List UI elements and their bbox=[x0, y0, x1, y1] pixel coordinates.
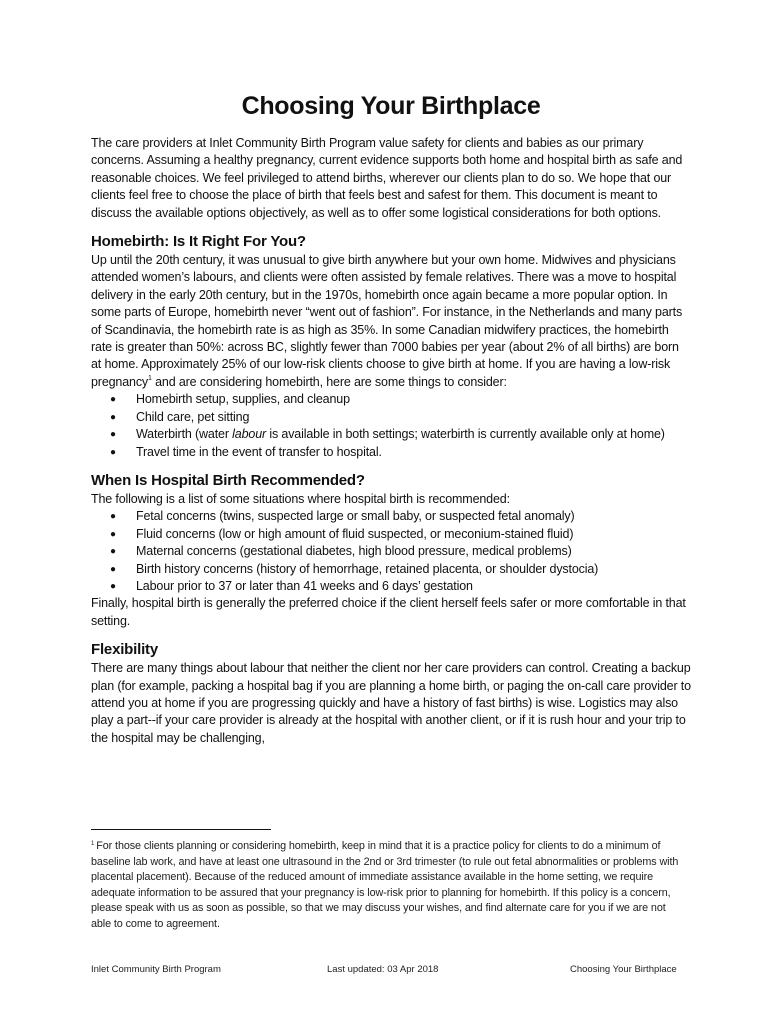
list-item bbox=[110, 578, 691, 595]
homebirth-paragraph bbox=[91, 252, 691, 391]
list-item-text: Labour prior to 37 or later than 41 weeks and 6 days’ gestation bbox=[136, 578, 473, 593]
footnote-reference[interactable]: 1 bbox=[148, 374, 152, 382]
footer-right: Choosing Your Birthplace bbox=[570, 964, 677, 975]
list-item-text: Fetal concerns (twins, suspected large or small baby, or suspected fetal anomaly) bbox=[136, 509, 575, 524]
list-item bbox=[110, 508, 691, 525]
flexibility-paragraph: There are many things about labour that neither the client nor her care providers can control. Creating a backup plan (for example, packing a hospital bag if you are planning a home birth, or paging the on-call care provider to attend you at home if you are progressing quickly and have a history of fast births) is wise. Logistics may also play a part--if your care provider is already at the hospital with another client, or if it is rush hour and your trip to the hospital may be challenging, bbox=[91, 661, 691, 745]
footer-left: Inlet Community Birth Program bbox=[91, 964, 221, 975]
bullet-icon: ● bbox=[110, 446, 116, 458]
flexibility-heading: Flexibility bbox=[91, 641, 158, 659]
footnote-divider bbox=[91, 829, 271, 830]
list-item-text: Homebirth setup, supplies, and cleanup bbox=[136, 392, 350, 407]
list-item-text: Travel time in the event of transfer to hospital. bbox=[136, 444, 382, 459]
hospital-list bbox=[91, 508, 691, 595]
bullet-icon: ● bbox=[110, 394, 116, 406]
footer-center: Last updated: 03 Apr 2018 bbox=[327, 964, 439, 975]
homebirth-heading: Homebirth: Is It Right For You? bbox=[91, 233, 306, 251]
page-title: Choosing Your Birthplace bbox=[241, 92, 541, 120]
homebirth-text-before: Up until the 20th century, it was unusual to give birth anywhere but your own home. Midwives and physicians attended women’s labours, and clients were often assisted by female relatives. There was a move to hospital delivery in the early 20th century, but in the 1970s, homebirth once again became a more popular option. In some parts of Europe, homebirth never “went out of fashion”. For instance, in the Netherlands and many parts of Scandinavia, the homebirth rate is as high as 35%. In some Canadian midwifery practices, the homebirth rate is greater than 50%: across BC, slightly fewer than 7000 babies per year (about 2% of all births) are born at home. Approximately 25% of our low-risk clients choose to give birth at home. If you are having a low-risk pregnancy bbox=[91, 253, 683, 389]
footnote-text: For those clients planning or considering homebirth, keep in mind that it is a practice policy for clients to do a minimum of baseline lab work, and have at least one ultrasound in the 2nd or 3rd trimester (to rule out fetal abnormalities or problems with placental placement). Because of the reduced amount of immediate assistance available in the home setting, we require adequate information to be assured that your pregnancy is low-risk prior to planning for homebirth. If this policy is a concern, please speak with us as soon as possible, so that we may discuss your wishes, and find alternate care for you if we are not able to come to agreement. bbox=[91, 840, 679, 930]
flexibility-section bbox=[91, 640, 691, 747]
homebirth-list bbox=[91, 391, 691, 461]
list-item-text: Maternal concerns (gestational diabetes, high blood pressure, medical problems) bbox=[136, 544, 572, 559]
list-item bbox=[110, 543, 691, 560]
bullet-icon: ● bbox=[110, 528, 116, 540]
document-body bbox=[91, 92, 691, 747]
list-item bbox=[110, 391, 691, 408]
bullet-icon: ● bbox=[110, 580, 116, 592]
bullet-icon: ● bbox=[110, 511, 116, 523]
list-item bbox=[110, 526, 691, 543]
homebirth-section bbox=[91, 232, 691, 461]
list-item-text: Waterbirth (water labour is available in both settings; waterbirth is currently available only at home) bbox=[136, 427, 665, 442]
list-item-text: Child care, pet sitting bbox=[136, 409, 250, 424]
list-item bbox=[110, 561, 691, 578]
homebirth-text-after: and are considering homebirth, here are some things to consider: bbox=[151, 374, 507, 389]
hospital-heading: When Is Hospital Birth Recommended? bbox=[91, 471, 365, 489]
bullet-icon: ● bbox=[110, 563, 116, 575]
list-item-text: Fluid concerns (low or high amount of fluid suspected, or meconium-stained fluid) bbox=[136, 526, 574, 541]
emphasis-text: labour bbox=[232, 427, 267, 442]
bullet-icon: ● bbox=[110, 411, 116, 423]
footnote bbox=[91, 837, 683, 933]
footnote-mark: 1 bbox=[91, 841, 95, 847]
list-item-text: Birth history concerns (history of hemorrhage, retained placenta, or shoulder dystocia) bbox=[136, 561, 599, 576]
bullet-icon: ● bbox=[110, 429, 116, 441]
bullet-icon: ● bbox=[110, 546, 116, 558]
hospital-closing: Finally, hospital birth is generally the preferred choice if the client herself feels safer or more comfortable in that setting. bbox=[91, 596, 686, 628]
hospital-intro: The following is a list of some situations where hospital birth is recommended: bbox=[91, 491, 510, 506]
hospital-section bbox=[91, 471, 691, 630]
list-item bbox=[110, 409, 691, 426]
list-item bbox=[110, 426, 691, 443]
list-item bbox=[110, 444, 691, 461]
intro-paragraph: The care providers at Inlet Community Birth Program value safety for clients and babies as our primary concerns. Assuming a healthy pregnancy, current evidence supports both home and hospital birth as safe and reasonable choices. We feel privileged to attend births, wherever our clients plan to do so. We hope that our clients feel free to choose the place of birth that feels best and safest for them. This document is meant to discuss the available options objectively, as well as to offer some logistical considerations for both options. bbox=[91, 136, 683, 220]
